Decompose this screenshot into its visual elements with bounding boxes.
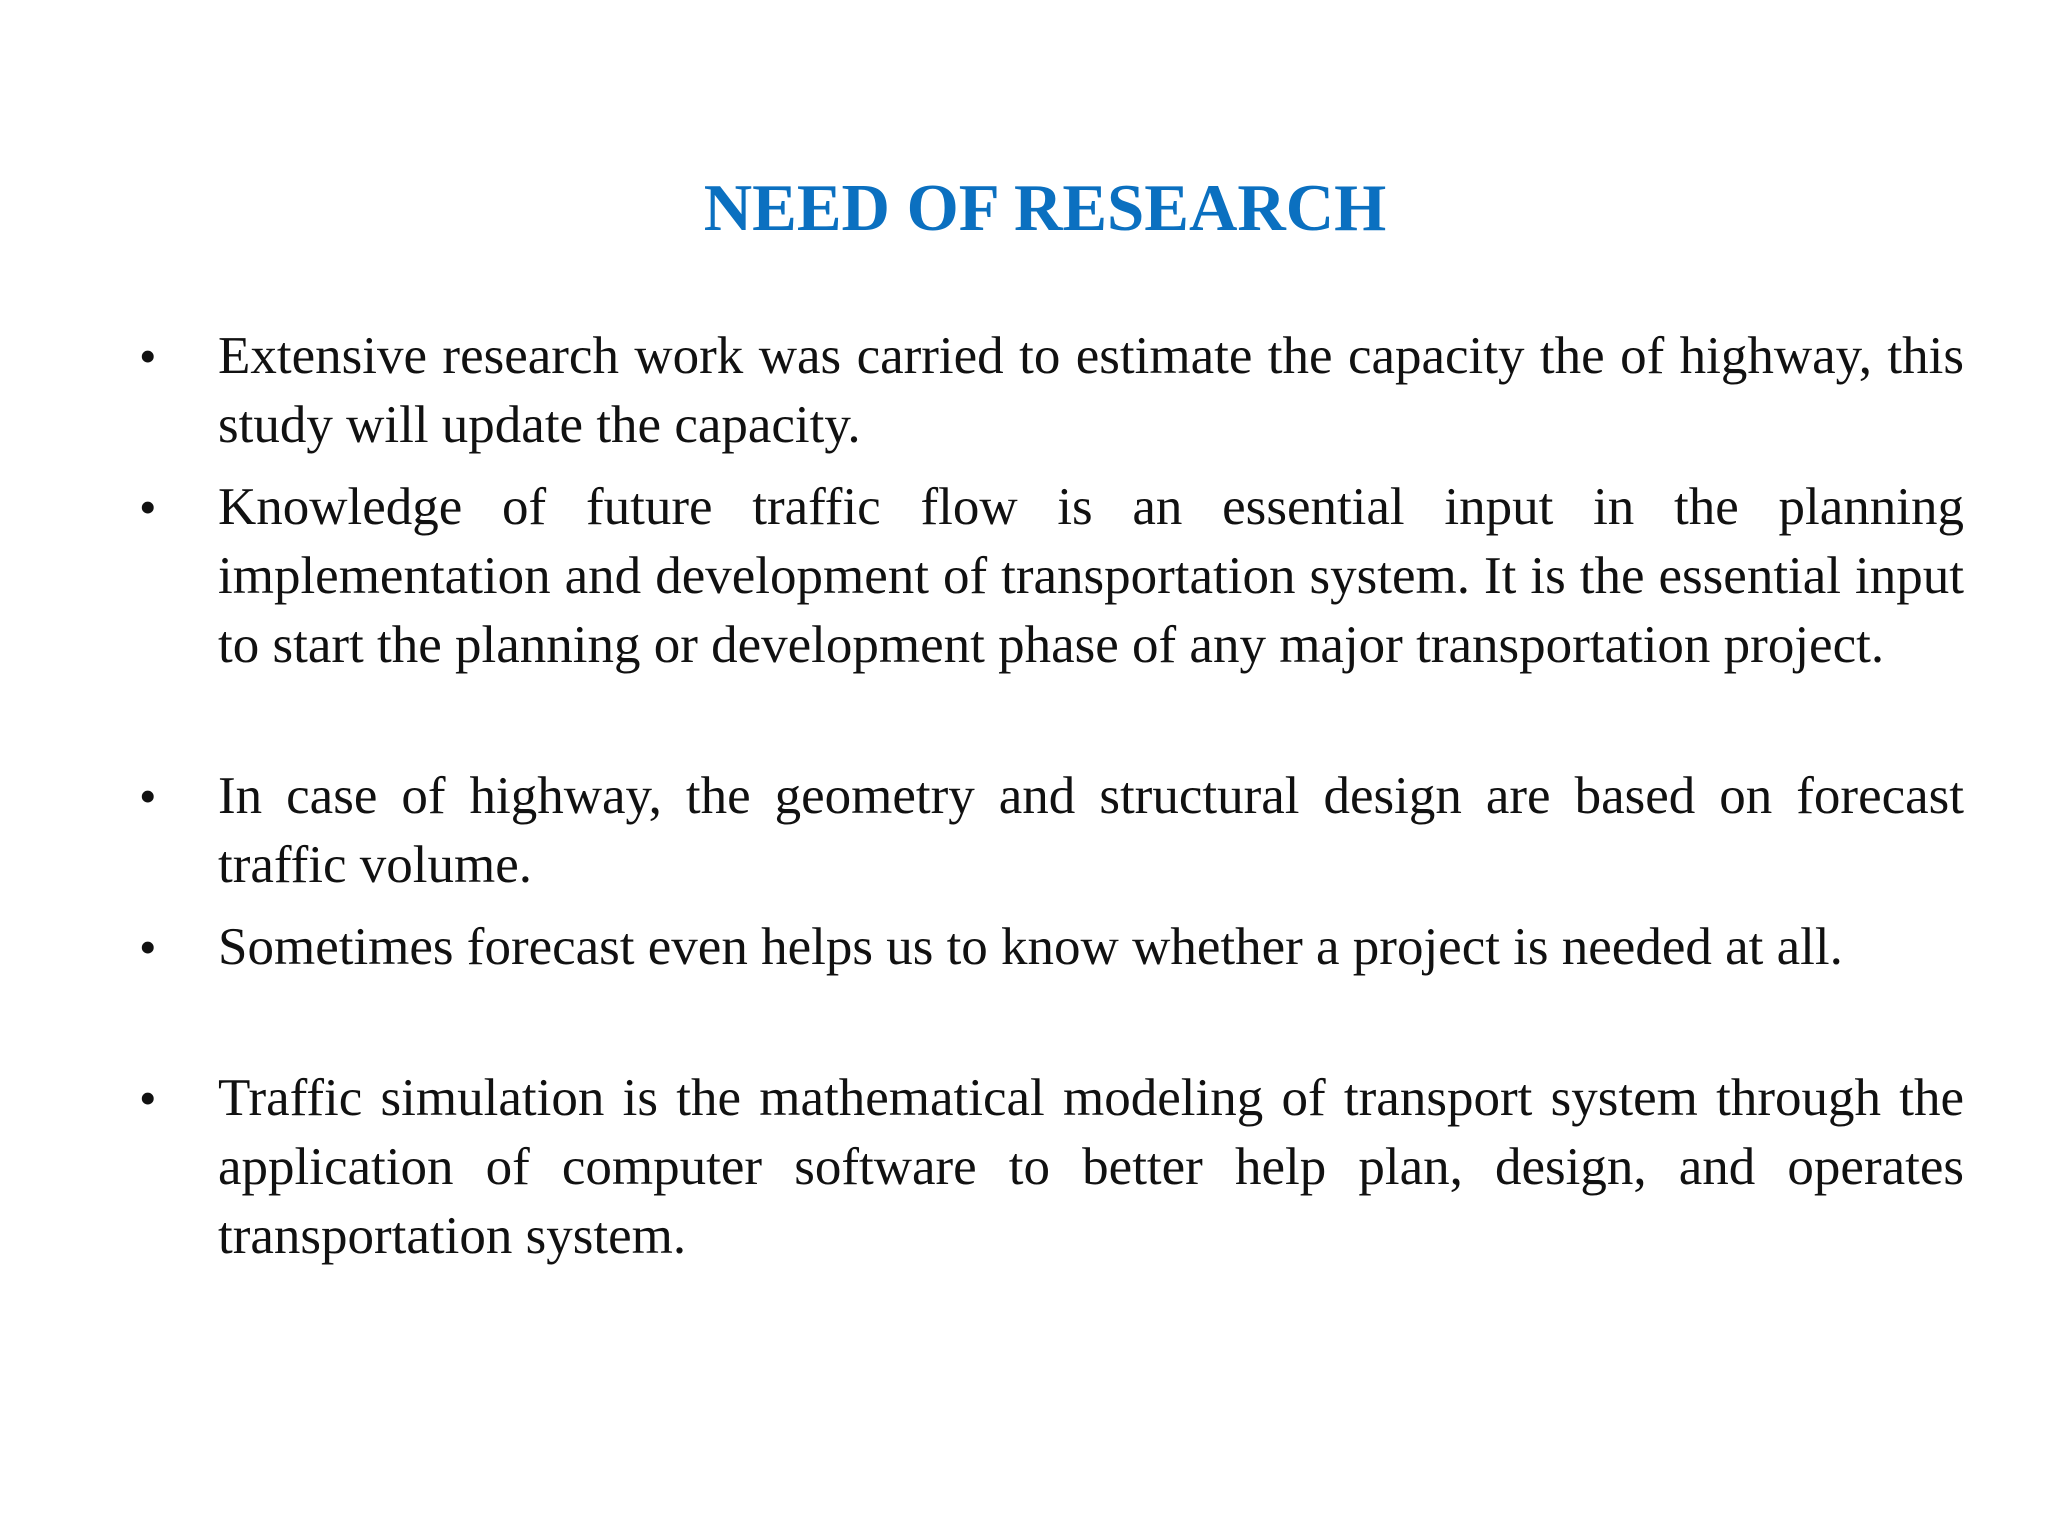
bullet-item (139, 473, 1964, 680)
bullet-icon: • (139, 768, 157, 824)
bullet-text: In case of highway, the geometry and structural design are based on forecast traffic volume. (218, 767, 1964, 894)
bullet-text: Knowledge of future traffic flow is an essential input in the planning implementation and development of transportation system. It is the essential input to start the planning or development phase of any major transportation project. (218, 478, 1964, 674)
bullet-icon: • (139, 1070, 157, 1126)
bullet-icon: • (139, 919, 157, 975)
bullet-text: Extensive research work was carried to estimate the capacity the of highway, this study will update the capacity. (218, 327, 1964, 454)
bullet-text: Sometimes forecast even helps us to know whether a project is needed at all. (218, 918, 1843, 976)
slide-title: NEED OF RESEARCH (703, 171, 1387, 245)
bullet-icon: • (139, 479, 157, 535)
bullet-item (139, 913, 1964, 982)
bullet-icon: • (139, 328, 157, 384)
bullet-item (139, 762, 1964, 900)
bullet-item (139, 1064, 1964, 1271)
bullet-item (139, 322, 1964, 460)
bullet-text: Traffic simulation is the mathematical modeling of transport system through the application of computer software to better help plan, design, and operates transportation system. (218, 1069, 1964, 1265)
